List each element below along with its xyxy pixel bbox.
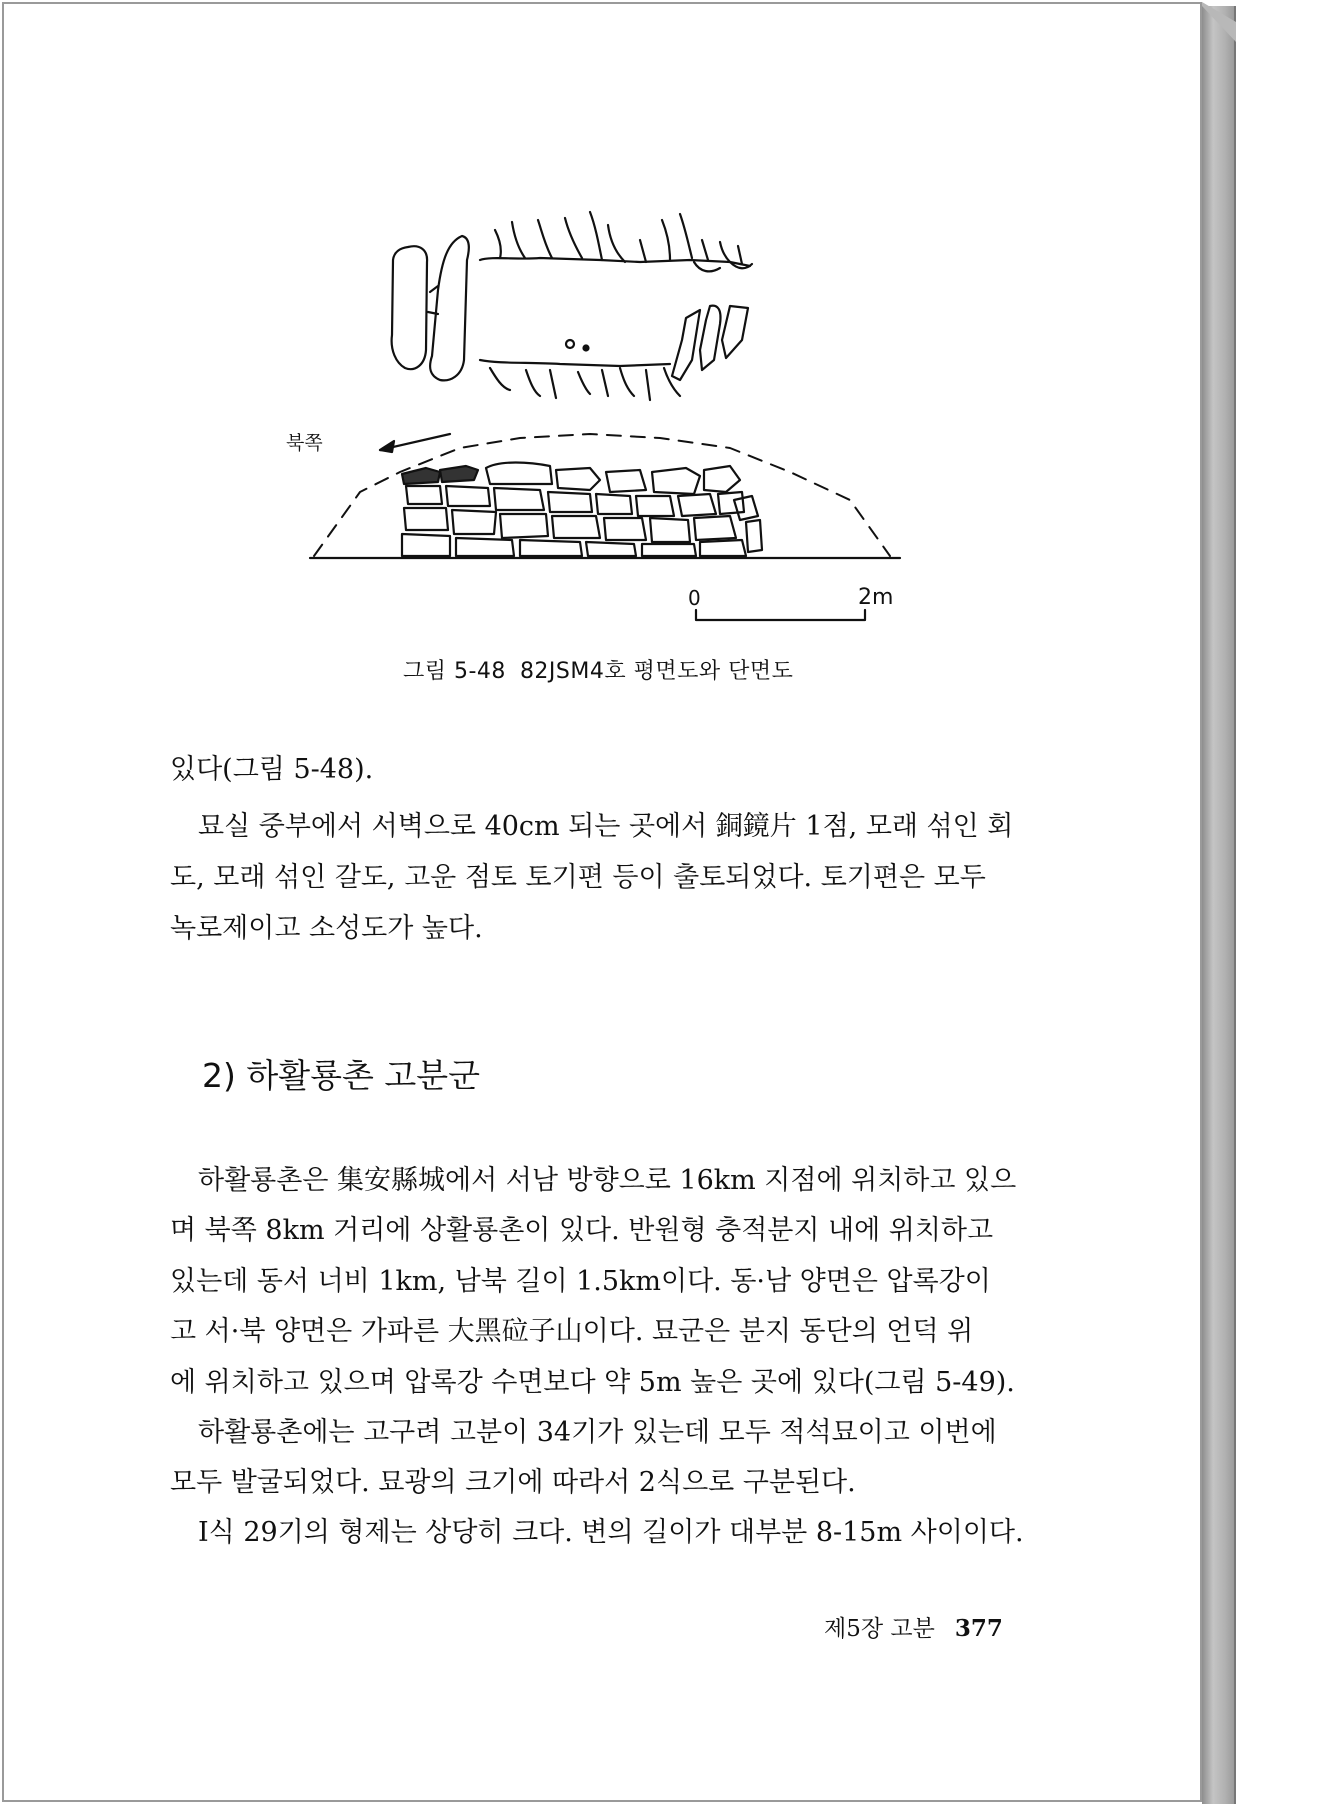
caption-number: 그림 5-48 <box>403 659 506 684</box>
plan-slab-right <box>430 236 469 380</box>
paragraph-line: 하활룡촌은 集安縣城에서 서남 방향으로 16km 지점에 위치하고 있으 <box>198 1165 1017 1196</box>
figure-caption <box>403 654 793 685</box>
scale-start-label: 0 <box>688 586 701 610</box>
plan-slab-left <box>392 246 427 369</box>
section-heading: 2) 하활룡촌 고분군 <box>202 1056 480 1095</box>
paragraph-line: 도, 모래 섞인 갈도, 고운 점토 토기편 등이 출토되었다. 토기편은 모두 <box>170 862 986 893</box>
scale-bar <box>696 610 865 620</box>
paragraph-line: 있다(그림 5-48). <box>170 754 374 785</box>
tomb-plan-section-figure <box>290 200 930 640</box>
page-footer <box>824 1610 1003 1643</box>
paragraph-line: 에 위치하고 있으며 압록강 수면보다 약 5m 높은 곳에 있다(그림 5-49). <box>170 1367 1015 1398</box>
north-label: 북쪽 <box>286 432 323 454</box>
paragraph-line: 모두 발굴되었다. 묘광의 크기에 따라서 2식으로 구분된다. <box>170 1467 856 1498</box>
caption-text: 82JSM4호 평면도와 단면도 <box>519 659 794 684</box>
paragraph-line: 하활룡촌에는 고구려 고분이 34기가 있는데 모두 적석묘이고 이번에 <box>198 1417 997 1448</box>
paragraph-line: 있는데 동서 너비 1km, 남북 길이 1.5km이다. 동·남 양면은 압록강이 <box>170 1266 991 1297</box>
page-number: 377 <box>954 1615 1003 1642</box>
paragraph-line: 묘실 중부에서 서벽으로 40cm 되는 곳에서 銅鏡片 1점, 모래 섞인 회 <box>198 811 1014 842</box>
paragraph-line: 며 북쪽 8km 거리에 상활룡촌이 있다. 반원형 충적분지 내에 위치하고 <box>170 1215 994 1246</box>
scale-end-label: 2m <box>858 585 894 610</box>
chapter-title: 제5장 고분 <box>824 1616 935 1642</box>
paragraph-line: I식 29기의 형제는 상당히 크다. 변의 길이가 대부분 8-15m 사이이다. <box>198 1517 1024 1548</box>
page-edge-shadow <box>1202 6 1236 1804</box>
paragraph-line: 녹로제이고 소성도가 높다. <box>170 913 483 944</box>
paragraph-line: 고 서·북 양면은 가파른 大黑砬子山이다. 묘군은 분지 동단의 언덕 위 <box>170 1316 974 1347</box>
page-curl <box>1196 2 1236 42</box>
